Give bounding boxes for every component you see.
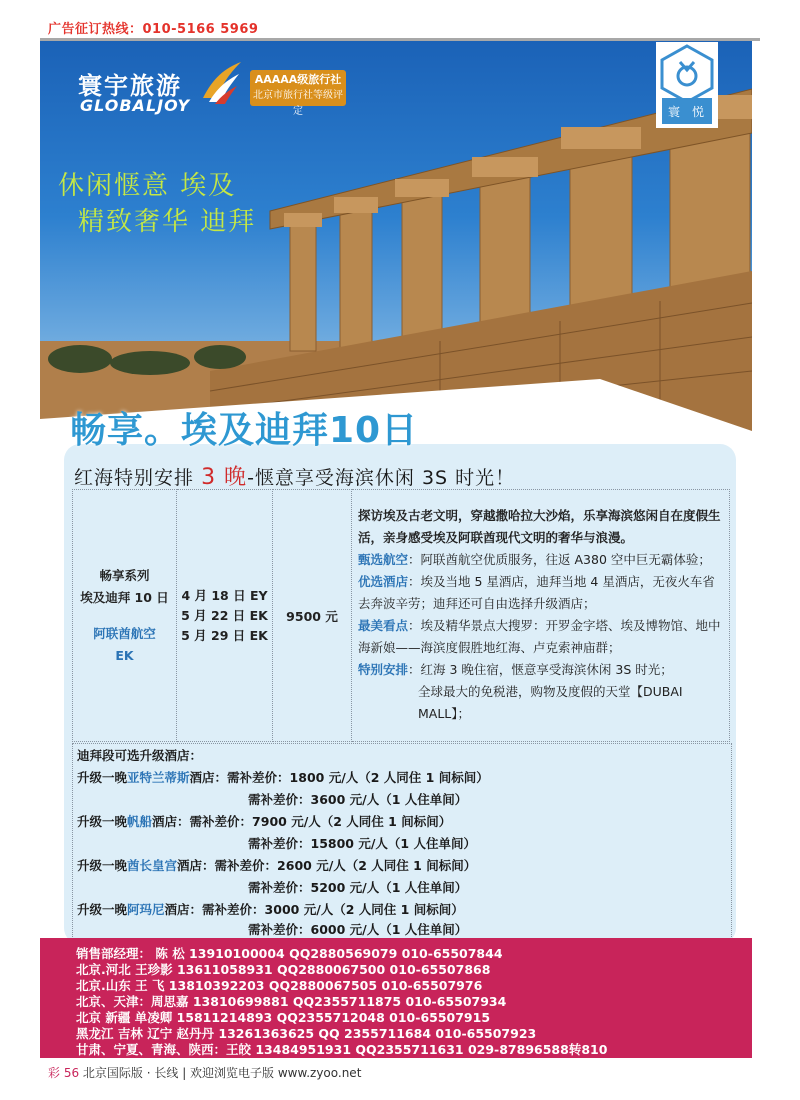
contact-line: 甘肃、宁夏、青海、陕西：王皎 13484951931 QQ2355711631 029-87896588转810 — [76, 1042, 608, 1057]
page-title: 畅享。埃及迪拜10日 — [70, 410, 419, 451]
feature-label: 甄选航空 — [358, 551, 409, 567]
upgrade-prefix: 升级一晚 — [77, 814, 128, 829]
ad-hotline: 广告征订热线：010-5166 5969 — [48, 22, 259, 37]
upgrade-row — [77, 900, 464, 918]
hexagon-medal-icon — [656, 42, 718, 128]
contact-line: 黑龙江 吉林 辽宁 赵丹丹 13261363625 QQ 2355711684 010-65507923 — [76, 1026, 537, 1041]
upgrade-row — [77, 856, 476, 874]
itinerary-table — [72, 489, 730, 742]
slogan-line-2: 精致奢华 迪拜 — [78, 207, 257, 237]
feature-extra: 全球最大的免税港，购物及度假的天堂【DUBAI MALL】； — [418, 683, 683, 721]
upgrade-prefix: 升级一晚 — [77, 858, 128, 873]
date-item: 4 月 18 日 EY — [181, 587, 268, 603]
page-number: 彩 56 — [48, 1066, 80, 1080]
subtitle — [74, 460, 515, 491]
description-cell — [352, 490, 730, 742]
upgrade-row — [77, 768, 489, 786]
tour-airline: 阿联酋航空 — [93, 625, 156, 641]
single-price: 需补差价：15800 元/人（1 人住单间） — [248, 836, 476, 851]
upgrade-suffix: 酒店： — [177, 858, 215, 873]
feature-item — [358, 615, 725, 659]
upgrade-prefix: 升级一晚 — [77, 902, 128, 917]
hotel-name: 阿玛尼 — [127, 902, 165, 917]
upgrade-prefix: 升级一晚 — [77, 770, 128, 785]
page-footer: 彩 56 北京国际版 · 长线 | 欢迎浏览电子版 www.zyoo.net — [48, 1066, 362, 1080]
dates-cell — [177, 490, 273, 742]
tag-left-char: 寰 — [668, 105, 681, 119]
hotel-name: 酋长皇宫 — [127, 858, 178, 873]
feature-text: ：红海 3 晚住宿，惬意享受海滨休闲 3S 时光； — [408, 661, 673, 677]
upgrade-suffix: 酒店： — [164, 902, 203, 917]
tour-intro: 探访埃及古老文明，穿越撒哈拉大沙焰，乐享海滨悠闲自在度假生活，亲身感受埃及阿联酋现代文明的奢华与浪漫。 — [358, 507, 721, 545]
subtitle-highlight: 3 晚 — [201, 465, 248, 490]
single-price: 需补差价：6000 元/人（1 人住单间） — [248, 922, 468, 937]
tour-name-cell — [73, 490, 177, 742]
feature-text: ：埃及当地 5 星酒店，迪拜当地 4 星酒店，无夜火车省去奔波辛劳；迪拜还可自由选择升级酒店； — [358, 573, 715, 611]
contact-line: 北京 新疆 单凌卿 15811214893 QQ2355712048 010-65507915 — [76, 1010, 491, 1025]
contact-line: 北京.河北 王珍影 13611058931 QQ2880067500 010-65507868 — [76, 962, 491, 977]
single-price: 需补差价：5200 元/人（1 人住单间） — [248, 880, 468, 895]
tour-series: 畅享系列 — [99, 567, 150, 583]
contact-line: 北京、天津：周思嘉 13810699881 QQ2355711875 010-65507934 — [76, 994, 507, 1009]
feature-label: 优选酒店 — [358, 573, 409, 589]
date-item: 5 月 29 日 EK — [181, 627, 268, 643]
feature-item — [358, 571, 725, 615]
date-item: 5 月 22 日 EK — [181, 607, 268, 623]
single-price: 需补差价：3600 元/人（1 人住单间） — [248, 792, 468, 807]
tour-airline-code: EK — [115, 647, 134, 663]
subtitle-before: 红海特别安排 — [74, 467, 195, 489]
website-link[interactable]: 欢迎浏览电子版 www.zyoo.net — [190, 1066, 362, 1080]
badge-caption: 北京市旅行社等级评定 — [253, 90, 343, 117]
contact-line: 北京.山东 王 飞 13810392203 QQ2880067505 010-65507976 — [76, 978, 483, 993]
feature-label: 最美看点 — [358, 617, 409, 633]
twin-price: 需补差价：7900 元/人（2 人同住 1 间标间） — [189, 814, 452, 829]
badge-title: AAAAA级旅行社 — [254, 73, 342, 86]
edition-name: 北京国际版 · 长线 — [82, 1066, 179, 1080]
upgrade-row — [77, 812, 451, 830]
upgrade-section — [72, 743, 732, 939]
upgrade-suffix: 酒店： — [152, 814, 190, 829]
hotel-name: 亚特兰蒂斯 — [127, 770, 190, 785]
table-row — [73, 490, 730, 742]
feature-text: ：埃及精华景点大搜罗：开罗金字塔、埃及博物馆、地中海新娘——海滨度假胜地红海、卢克索神庙群； — [358, 617, 721, 655]
feature-item — [358, 659, 725, 681]
rating-badge — [250, 70, 346, 117]
tag-right-char: 悦 — [692, 105, 705, 119]
upgrade-suffix: 酒店： — [189, 770, 228, 785]
subtitle-after: -惬意享受海滨休闲 3S 时光！ — [247, 467, 516, 489]
logo-english: GLOBALJOY — [80, 96, 191, 115]
upgrade-heading: 迪拜段可选升级酒店： — [77, 748, 203, 763]
corner-tag — [656, 42, 718, 128]
hotel-name: 帆船 — [127, 814, 153, 829]
logo-text: 寰宇旅游 — [78, 72, 182, 100]
contact-line: 销售部经理： 陈 松 13910100004 QQ2880569079 010-65507844 — [76, 946, 503, 961]
slogan-line-1: 休闲惬意 埃及 — [58, 171, 237, 201]
wing-logo-icon — [195, 58, 245, 108]
tour-name: 埃及迪拜 10 日 — [80, 589, 169, 605]
feature-text: ：阿联酋航空优质服务，往返 A380 空中巨无霸体验； — [408, 551, 711, 567]
twin-price: 需补差价：2600 元/人（2 人同住 1 间标间） — [214, 858, 477, 873]
contact-panel — [40, 938, 752, 1058]
feature-item — [358, 549, 725, 571]
feature-label: 特别安排 — [358, 661, 409, 677]
twin-price: 需补差价：3000 元/人（2 人同住 1 间标间） — [202, 902, 464, 917]
twin-price: 需补差价：1800 元/人（2 人同住 1 间标间） — [227, 770, 489, 785]
price-cell: 9500 元 — [273, 490, 352, 742]
